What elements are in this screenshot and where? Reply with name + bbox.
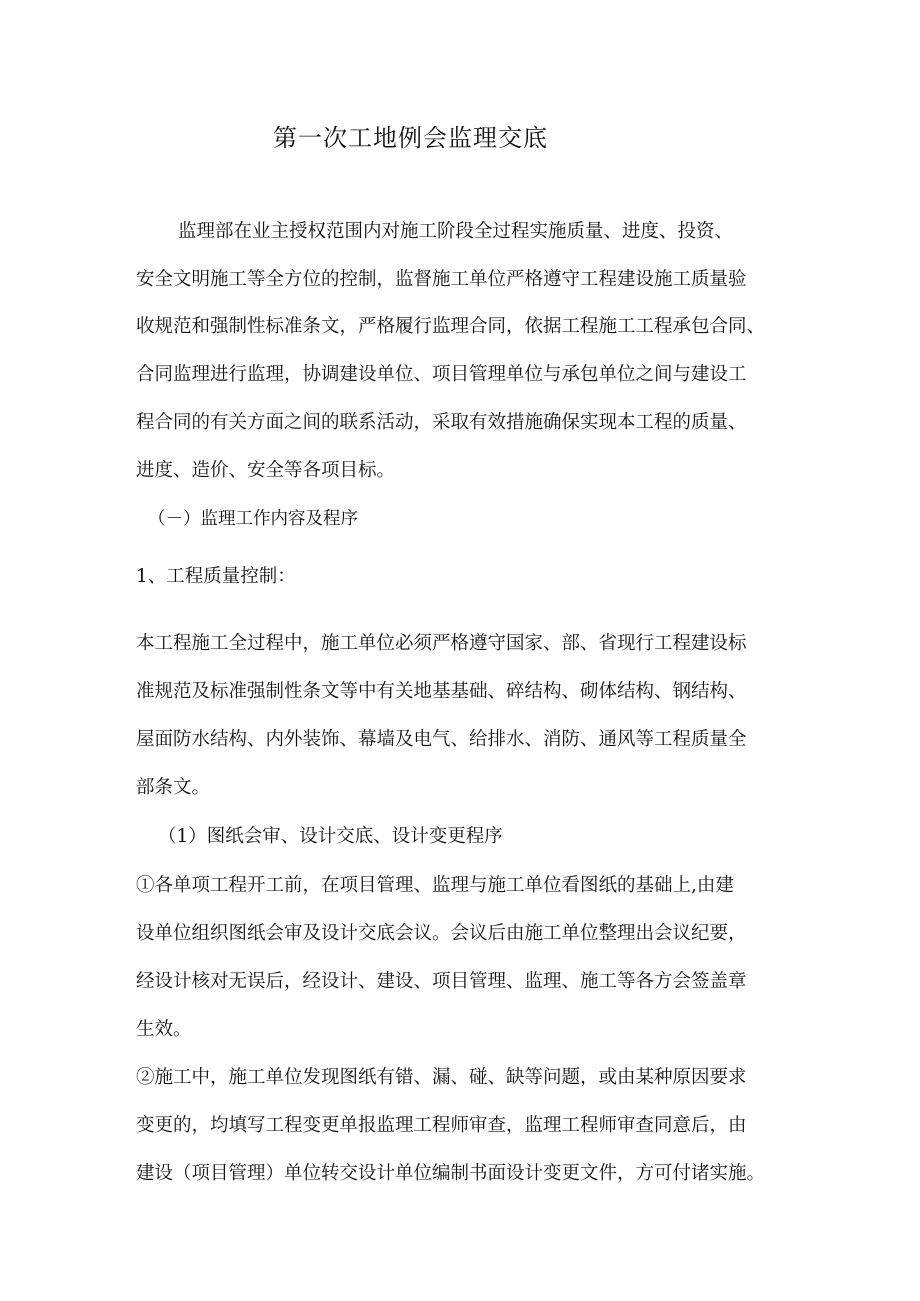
intro-line: 合同监理进行监理，协调建设单位、项目管理单位与承包单位之间与建设工 (136, 364, 747, 385)
intro-line: 程合同的有关方面之间的联系活动，采取有效措施确保实现本工程的质量、 (136, 412, 747, 433)
paragraph-line: 生效。 (136, 1019, 192, 1040)
paragraph-line: 建设（项目管理）单位转交设计单位编制书面设计变更文件，方可付诸实施。 (136, 1163, 766, 1184)
item-heading: 1、工程质量控制： (136, 566, 296, 587)
item-body-line: 部条文。 (136, 777, 211, 798)
paragraph-line: ②施工中，施工单位发现图纸有错、漏、碰、缺等问题，或由某种原因要求 (136, 1067, 747, 1088)
document-title: 第一次工地例会监理交底 (273, 124, 548, 152)
subsection-heading: （1）图纸会审、设计交底、设计变更程序 (158, 826, 503, 847)
paragraph-line: 变更的，均填写工程变更单报监理工程师审查，监理工程师审查同意后，由 (136, 1115, 747, 1136)
intro-line: 进度、造价、安全等各项目标。 (136, 460, 396, 481)
intro-line: 监理部在业主授权范围内对施工阶段全过程实施质量、进度、投资、 (178, 221, 734, 242)
item-body-line: 本工程施工全过程中，施工单位必须严格遵守国家、部、省现行工程建设标 (136, 633, 747, 654)
paragraph-line: ①各单项工程开工前，在项目管理、监理与施工单位看图纸的基础上,由建 (136, 875, 734, 896)
paragraph-line: 设单位组织图纸会审及设计交底会议。会议后由施工单位整理出会议纪要， (136, 923, 747, 944)
item-body-line: 准规范及标准强制性条文等中有关地基基础、碎结构、砌体结构、钢结构、 (136, 681, 747, 702)
item-body-line: 屋面防水结构、内外装饰、幕墙及电气、给排水、消防、通风等工程质量全 (136, 729, 747, 750)
intro-line: 收规范和强制性标准条文，严格履行监理合同，依据工程施工工程承包合同、 (136, 316, 766, 337)
paragraph-line: 经设计核对无误后，经设计、建设、项目管理、监理、施工等各方会签盖章 (136, 971, 747, 992)
intro-line: 安全文明施工等全方位的控制，监督施工单位严格遵守工程建设施工质量验 (136, 269, 747, 290)
section-heading: （－）监理工作内容及程序 (148, 509, 358, 529)
